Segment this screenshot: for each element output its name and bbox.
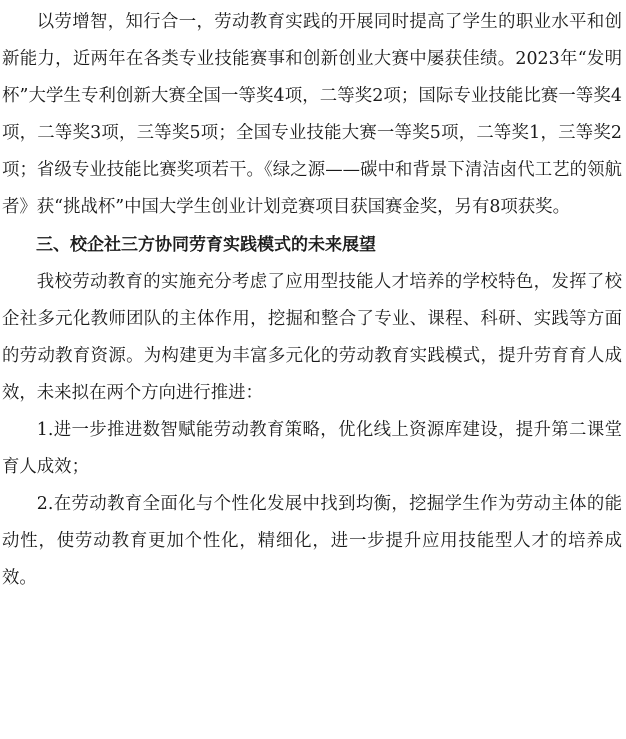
paragraph-achievements: 以劳增智，知行合一，劳动教育实践的开展同时提高了学生的职业水平和创新能力，近两年在各类专业技能赛事和创新创业大赛中屡获佳绩。2023年“发明杯”大学生专利创新大赛全国一等奖4项，二等奖2项；国际专业技能比赛一等奖4项，二等奖3项，三等奖5项；全国专业技能大赛一等奖5项，二等奖1，三等奖2项；省级专业技能比赛奖项若干。《绿之源——碳中和背景下清洁卤代工艺的领航者》获“挑战杯”中国大学生创业计划竞赛项目获国赛金奖，另有8项获奖。 <box>2 12 622 218</box>
paragraph-point-2: 2.在劳动教育全面化与个性化发展中找到均衡，挖掘学生作为劳动主体的能动性，使劳动教育更加个性化，精细化，进一步提升应用技能型人才的培养成效。 <box>2 494 622 589</box>
paragraph-point-1: 1.进一步推进数智赋能劳动教育策略，优化线上资源库建设，提升第二课堂育人成效； <box>2 420 622 478</box>
section-heading: 三、校企社三方协同劳育实践模式的未来展望 <box>36 234 376 255</box>
paragraph-overview: 我校劳动教育的实施充分考虑了应用型技能人才培养的学校特色，发挥了校企社多元化教师团队的主体作用，挖掘和整合了专业、课程、科研、实践等方面的劳动教育资源。为构建更为丰富多元化的劳动教育实践模式，提升劳育育人成效，未来拟在两个方向进行推进： <box>2 271 622 403</box>
